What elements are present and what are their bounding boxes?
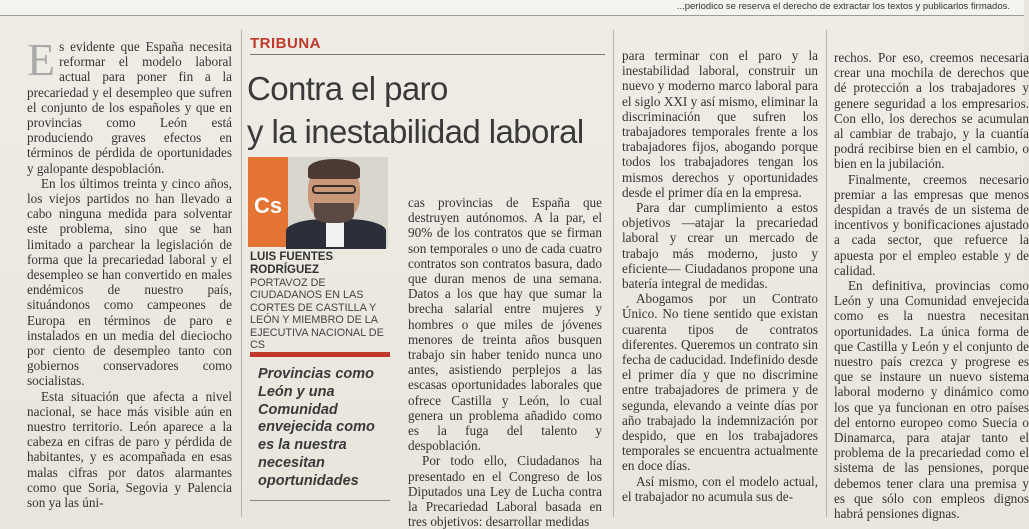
author-beard [314,203,354,223]
paragraph: Finalmente, creemos necesario premiar a las empresas que menos despidan a través de un sistema de incentivos y bonificaciones ajustado a cada sector, que refuerce la apuesta por el empleo estable y de calidad. [834,171,1029,278]
author-photo [248,157,388,247]
article-column-1 [27,34,232,511]
paragraph: Abogamos por un Contrato Único. No tiene sentido que existan cuarenta tipos de contratos diferentes. Queremos un contrato sin fecha de caducidad. Indefinido desde el primer día y que no discrimine entre trabajadores de primera y de segunda, elevando a veinte días por año trabajado la indemnización por despido, que en los trabajadores temporales se encuentra actualmente en doce días. [622,291,818,474]
article-column-5 [834,50,1029,521]
headline-line-2: y la inestabilidad laboral [247,113,584,150]
top-strip [0,0,1024,16]
paragraph: Esta situación que afecta a nivel nacional, se hace más visible aún en nuestro territorio. León aparece a la cabeza en cifras de paro y pérdida de habitantes, y es acompañada en esas malas cifras por datos alarmantes como que Soria, Segovia y Palencia son ya las úni- [27,388,232,511]
headline-line-1: Contra el paro [247,70,448,107]
paragraph: rechos. Por eso, creemos necesaria crear una mochila de derechos que dé protección a los trabajadores y genere seguridad a los empresarios. Con ello, los derechos se acumulan al cambiar de trabajo, y la cuantía podrá recibirse bien en el cambio, o bien en la jubilación. [834,50,1029,172]
paragraph: En los últimos treinta y cinco años, los viejos partidos no han llevado a cabo ninguna medida para solventar este problema, sino que se han limitado a parchear la legislación de forma que la precariedad laboral y el desempleo se han convertido en males endémicos de nuestro país, situándonos como campeones de Europa en términos de paro e instalados en un media del dieciocho por ciento de desempleo tanto con gobiernos conservadores como socialistas. [27,175,232,389]
author-role: PORTAVOZ DE CIUDADANOS EN LAS CORTES DE CASTILLA Y LEÓN Y MIEMBRO DE LA EJECUTIVA NACIONAL DE CS [250,277,384,352]
paragraph: cas provincias de España que destruyen autónomos. A la par, el 90% de los contratos que se firman son temporales o uno de cada cuatro contratos son contratos basura, dado que duran menos de una semana. Datos a los que hay que sumar la brecha salarial entre mujeres y hombres o que miles de jóvenes menores de treinta años busquen trabajo sin haber tenido nunca uno antes, asistiendo perplejos a las escasas oportunidades laborales que ofrece Castilla y León, lo cual genera un problema añadido como es la fuga del talento y despoblación. [408,195,602,454]
drop-cap: E [27,34,56,85]
paragraph: Por todo ello, Ciudadanos ha presentado en el Congreso de los Diputados una Ley de Lucha contra la Precariedad Laboral basada en tres objetivos: desarrollar medidas [408,453,602,529]
author-glasses [312,185,356,194]
pull-quote-rule [250,500,390,501]
author-hair [308,159,360,179]
headline [247,67,607,153]
article-column-4 [622,48,818,504]
section-rule [250,54,605,55]
pull-quote: Provincias como León y una Comunidad envejecida como es la nuestra necesitan oportunidades [258,366,375,489]
author-name: LUIS FUENTES RODRÍGUEZ [250,251,334,276]
column-divider [613,30,614,517]
author-shirt [326,221,344,247]
pull-quote-accent-bar [250,352,390,357]
article-column-3 [408,195,602,529]
paragraph: Así mismo, con el modelo actual, el trabajador no acumula sus de- [622,473,818,504]
paragraph: En definitiva, provincias como León y una Comunidad envejecida como es la nuestra necesitan oportunidades. La única forma de que Castilla y León y el conjunto de nuestro país crezca y progrese es que se instaure un nuevo sistema laboral moderno y dinámico como los que ya funcionan en otro países del entorno europeo como Suecia o Dinamarca, para atajar tanto el problema de la precariedad como el sistema de las pensiones, porque debemos tener clara una premisa y es que sólo con empleos dignos habrá pensiones dignas. [834,278,1029,522]
section-label: TRIBUNA [250,35,321,52]
party-logo: Cs [254,193,283,218]
paragraph-text: s evidente que España necesita reformar el modelo laboral actual para poner fin a la precariedad y el desempleo que sufren el conjunto de los españoles y que en provincias como León está produciendo graves efectos en términos de pérdida de oportunidades y galopante despoblación. [27,39,232,176]
paragraph: para terminar con el paro y la inestabilidad laboral, construir un nuevo y moderno marco laboral para el siglo XXI y así mismo, eliminar la discriminación que sufren los trabajadores temporales frente a los trabajadores fijos, abogando porque todos los trabajadores tengan los mismos derechos y oportunidades desde el primer día en la empresa. [622,48,818,200]
column-divider [241,30,242,517]
paragraph: Para dar cumplimiento a estos objetivos —atajar la precariedad laboral y crear un mercado de trabajo más moderno, justo y eficiente— Ciudadanos propone una batería integral de medidas. [622,200,818,292]
column-divider [826,30,827,517]
publisher-note: ...periodico se reserva el derecho de extractar los textos y publicarlos firmados. [676,1,1010,12]
paragraph [27,34,232,176]
